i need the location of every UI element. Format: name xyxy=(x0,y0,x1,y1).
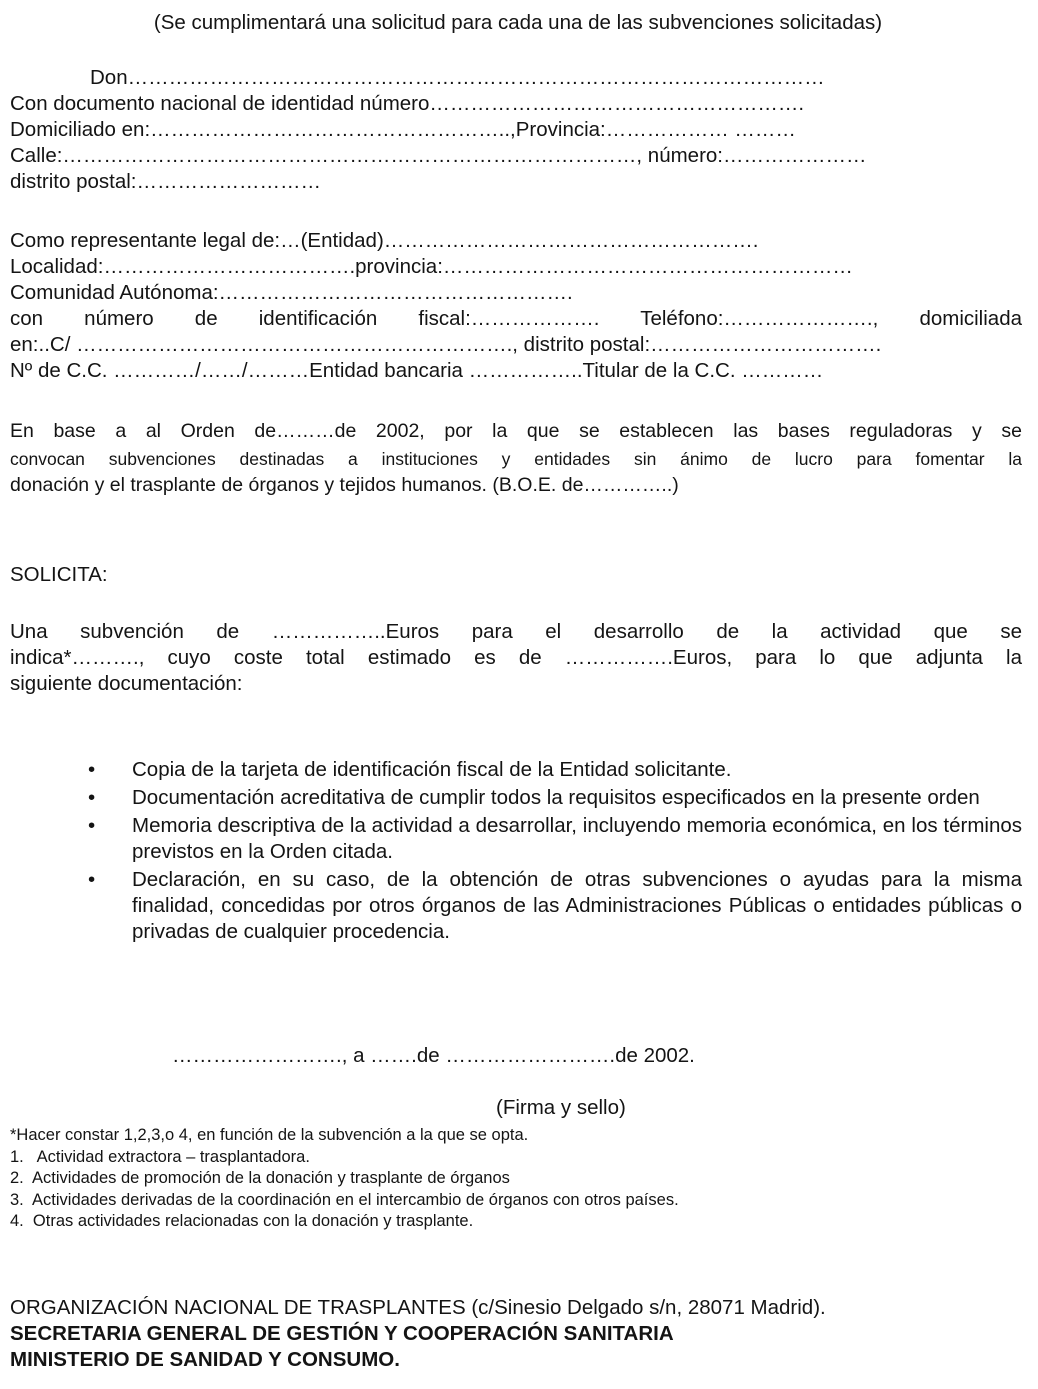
footer xyxy=(10,1295,826,1373)
documentation-list xyxy=(88,757,1022,947)
base-line-2: convocan subvenciones destinadas a instituciones y entidades sin ánimo de lucro para fomentar la xyxy=(10,449,1022,469)
base-line-3: donación y el trasplante de órganos y tejidos humanos. (B.O.E. de…………..) xyxy=(10,474,679,496)
entity-representative-line: Como representante legal de:…(Entidad)………………………………………………. xyxy=(10,229,759,252)
footnotes xyxy=(10,1125,679,1233)
entity-street-line: en:..C/ ………………………………………………………., distrito postal:……………………………. xyxy=(10,333,882,356)
footer-ministerio: MINISTERIO DE SANIDAD Y CONSUMO. xyxy=(10,1348,400,1371)
list-item: • Copia de la tarjeta de identificación fiscal de la Entidad solicitante. xyxy=(88,758,732,781)
entity-locality-line: Localidad:……………………………….provincia:…………………………………………………… xyxy=(10,255,853,278)
entity-cif-line: con número de identificación fiscal:………………. Teléfono:…………………., domiciliada xyxy=(10,307,1022,330)
footnote-intro: *Hacer constar 1,2,3,o 4, en función de la subvención a la que se opta. xyxy=(10,1126,529,1144)
list-item: • Memoria descriptiva de la actividad a desarrollar, incluyendo memoria económica, en los términos previstos en la Orden citada. xyxy=(88,814,1022,863)
entity-bank-line: Nº de C.C. …………/……/………Entidad bancaria ……………..Titular de la C.C. ………… xyxy=(10,359,824,382)
date-line: ……………………., a …….de …………………….de 2002. xyxy=(172,1044,695,1067)
applicant-dni-line: Con documento nacional de identidad número………………………………………………. xyxy=(10,92,805,115)
solicita-line-3: siguiente documentación: xyxy=(10,672,243,695)
bullet-icon: • xyxy=(88,814,96,837)
base-line-1: En base a al Orden de………de 2002, por la que se establecen las bases reguladoras y se xyxy=(10,420,1022,442)
signature-label: (Firma y sello) xyxy=(496,1096,626,1119)
list-item: • Documentación acreditativa de cumplir todos la requisitos especificados en la presente orden xyxy=(88,786,980,809)
bullet-icon: • xyxy=(88,868,96,891)
list-item: 2. Actividades de promoción de la donación y trasplante de órganos xyxy=(10,1169,510,1187)
bullet-icon: • xyxy=(88,786,96,809)
solicita-line-2: indica*………., cuyo coste total estimado es de …………….Euros, para lo que adjunta la xyxy=(10,646,1022,669)
bullet-icon: • xyxy=(88,758,96,781)
form-heading: (Se cumplimentará una solicitud para cada una de las subvenciones solicitadas) xyxy=(153,11,883,34)
list-item: 3. Actividades derivadas de la coordinación en el intercambio de órganos con otros países. xyxy=(10,1190,679,1209)
list-item: • Declaración, en su caso, de la obtención de otras subvenciones o ayudas para la misma finalidad, concedidas por otros órganos de las Administraciones Públicas o entidades públicas o privadas de cualquier procedencia. xyxy=(88,868,1022,943)
applicant-address-line: Domiciliado en:……………………………………………..,Provincia:……………… ……… xyxy=(10,118,796,141)
applicant-postal-line: distrito postal:……………………… xyxy=(10,170,321,193)
list-item: 4. Otras actividades relacionadas con la donación y trasplante. xyxy=(10,1212,474,1230)
solicita-label: SOLICITA: xyxy=(10,563,108,586)
solicita-line-1: Una subvención de ……………..Euros para el desarrollo de la actividad que se xyxy=(10,620,1022,643)
applicant-name-line: Don………………………………………………………………………………………… xyxy=(90,66,825,89)
applicant-street-line: Calle:…………………………………………………………………………, número:………………… xyxy=(10,144,867,167)
entity-community-line: Comunidad Autónoma:……………………………………………. xyxy=(10,281,573,304)
footer-organization: ORGANIZACIÓN NACIONAL DE TRASPLANTES (c/Sinesio Delgado s/n, 28071 Madrid). xyxy=(10,1296,826,1319)
footer-secretaria: SECRETARIA GENERAL DE GESTIÓN Y COOPERACIÓN SANITARIA xyxy=(10,1322,674,1345)
list-item: 1. Actividad extractora – trasplantadora. xyxy=(10,1147,310,1166)
